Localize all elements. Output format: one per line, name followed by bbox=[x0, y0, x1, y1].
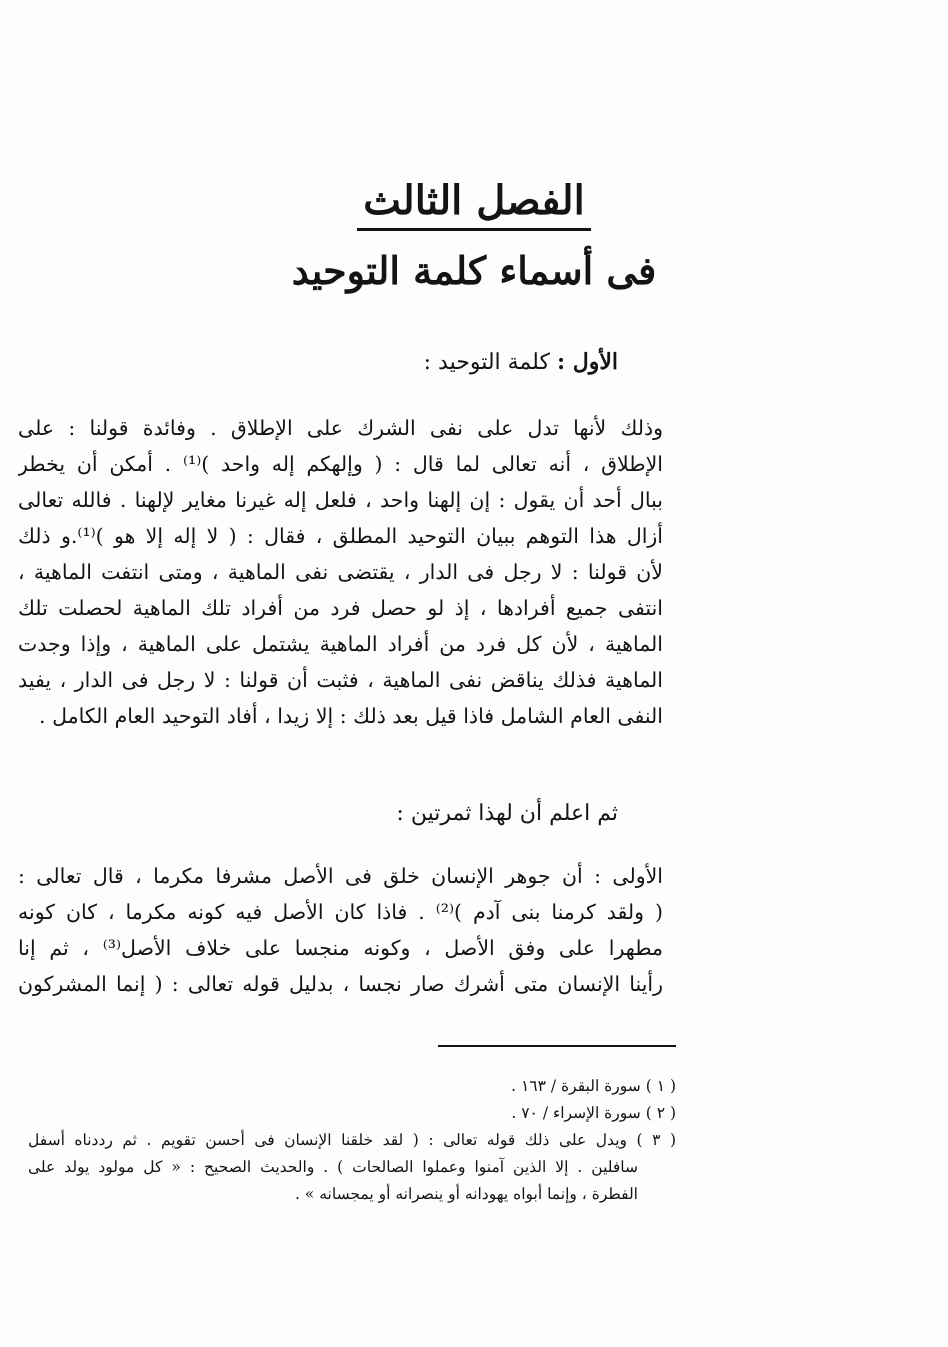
footnote-divider bbox=[438, 1045, 676, 1047]
chapter-subtitle: فى أسماء كلمة التوحيد bbox=[291, 248, 657, 293]
paragraph-2 bbox=[18, 858, 663, 1002]
footnote-3-continued: سافلين . إلا الذين آمنوا وعملوا الصالحات ) . والحديث الصحيح : « كل مولود يولد على bbox=[28, 1158, 638, 1176]
paragraph-line: النفى العام الشامل فاذا قيل بعد ذلك : إلا زيدا ، أفاد التوحيد العام الكامل . bbox=[39, 704, 663, 728]
paragraph-line: الماهية فذلك يناقض نفى الماهية ، فثبت أن قولنا : لا رجل فى الدار ، يفيد bbox=[18, 668, 663, 692]
chapter-title-text: الفصل الثالث bbox=[357, 178, 590, 231]
paragraph-line: ( ولقد كرمنا بنى آدم )⁽²⁾ . فاذا كان الأصل فيه كونه مكرما ، كان كونه bbox=[18, 900, 663, 924]
paragraph-1 bbox=[18, 410, 663, 734]
paragraph-line: مطهرا على وفق الأصل ، وكونه منجسا على خلاف الأصل⁽³⁾ ، ثم إنا bbox=[18, 936, 663, 960]
paragraph-line: ببال أحد أن يقول : إن إلهنا واحد ، فلعل إله غيرنا مغاير لإلهنا . فالله تعالى bbox=[18, 488, 663, 512]
footnotes bbox=[28, 1073, 676, 1208]
section-heading-first-text: كلمة التوحيد : bbox=[423, 350, 550, 375]
footnote-1: ( ١ ) سورة البقرة / ١٦٣ . bbox=[511, 1077, 676, 1095]
section-heading-first-label: الأول : bbox=[556, 349, 618, 375]
paragraph-line: الأولى : أن جوهر الإنسان خلق فى الأصل مشرفا مكرما ، قال تعالى : bbox=[18, 864, 663, 888]
section-heading-two-fruits: ثم اعلم أن لهذا ثمرتين : bbox=[396, 801, 618, 826]
footnote-2: ( ٢ ) سورة الإسراء / ٧٠ . bbox=[511, 1104, 676, 1122]
footnote-3: ( ٣ ) ويدل على ذلك قوله تعالى : ( لقد خلقنا الإنسان فى أحسن تقويم . ثم رددناه أسفل bbox=[28, 1131, 676, 1149]
section-heading-first bbox=[424, 348, 618, 378]
paragraph-line: انتفى جميع أفرادها ، إذ لو حصل فرد من أفراد تلك الماهية لحصلت تلك bbox=[18, 596, 663, 620]
paragraph-line: وذلك لأنها تدل على نفى الشرك على الإطلاق . وفائدة قولنا : على bbox=[18, 416, 663, 440]
footnote-3-continued: الفطرة ، وإنما أبواه يهودانه أو ينصرانه أو يمجسانه » . bbox=[294, 1185, 638, 1203]
paragraph-line: لأن قولنا : لا رجل فى الدار ، يقتضى نفى الماهية ، ومتى انتفت الماهية ، bbox=[18, 560, 663, 584]
paragraph-line: الماهية ، لأن كل فرد من أفراد الماهية يشتمل على الماهية ، وإذا وجدت bbox=[18, 632, 663, 656]
chapter-title bbox=[0, 178, 948, 231]
paragraph-line: أزال هذا التوهم ببيان التوحيد المطلق ، فقال : ( لا إله إلا هو )⁽¹⁾.و ذلك bbox=[18, 524, 663, 548]
paragraph-line: رأينا الإنسان متى أشرك صار نجسا ، بدليل قوله تعالى : ( إنما المشركون bbox=[18, 972, 663, 996]
paragraph-line: الإطلاق ، أنه تعالى لما قال : ( وإلهكم إله واحد )⁽¹⁾ . أمكن أن يخطر bbox=[18, 452, 663, 476]
